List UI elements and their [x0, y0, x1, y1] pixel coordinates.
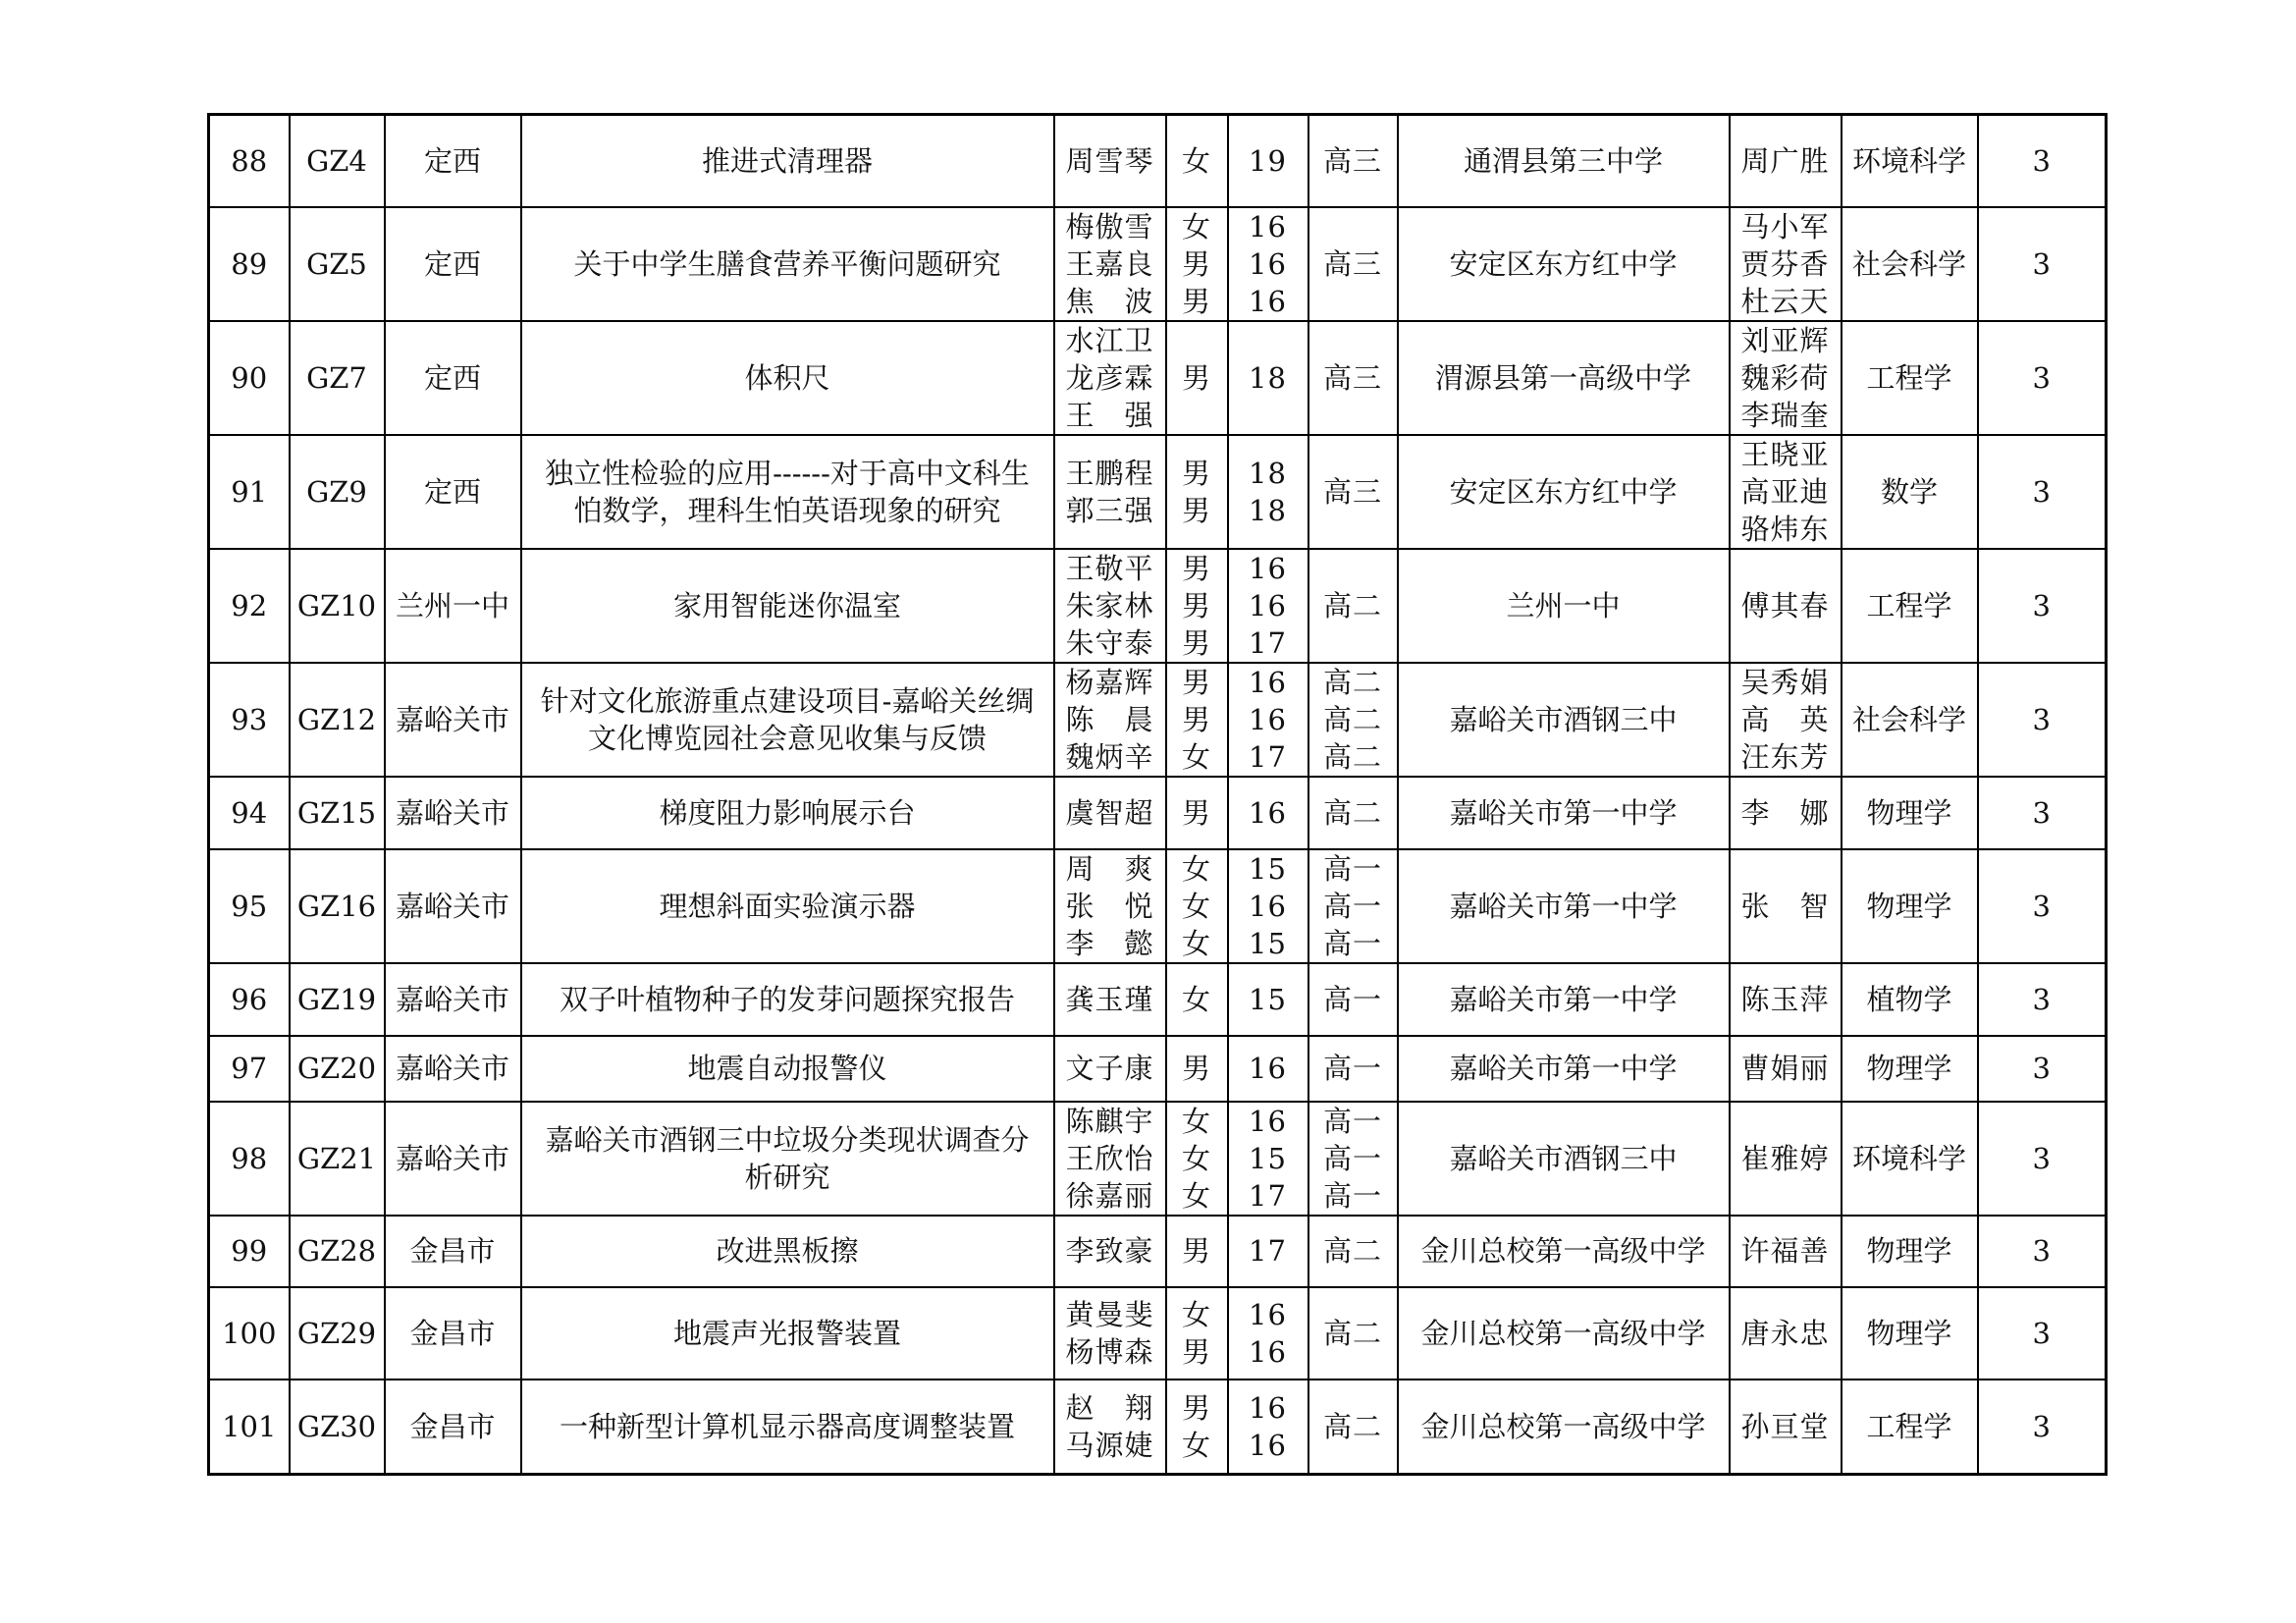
project-code-cell: GZ10	[290, 549, 385, 663]
school-name-cell: 安定区东方红中学	[1398, 207, 1730, 321]
student-gender-cell: 女 女 女	[1166, 1102, 1228, 1216]
student-names-cell: 周 爽 张 悦 李 懿	[1054, 849, 1166, 963]
student-gender-cell: 女	[1166, 115, 1228, 207]
student-grade-cell: 高二	[1308, 549, 1398, 663]
teacher-names-cell: 李 娜	[1730, 777, 1842, 849]
student-grade-cell: 高三	[1308, 321, 1398, 435]
student-gender-cell: 男 男 女	[1166, 663, 1228, 777]
score-cell: 3	[1978, 963, 2107, 1036]
school-name-cell: 通渭县第三中学	[1398, 115, 1730, 207]
student-gender-cell: 男	[1166, 321, 1228, 435]
student-gender-cell: 女 女 女	[1166, 849, 1228, 963]
row-number-cell: 101	[209, 1380, 290, 1475]
row-number-cell: 90	[209, 321, 290, 435]
student-grade-cell: 高二	[1308, 1216, 1398, 1287]
project-code-cell: GZ30	[290, 1380, 385, 1475]
school-name-cell: 兰州一中	[1398, 549, 1730, 663]
project-code-cell: GZ4	[290, 115, 385, 207]
student-gender-cell: 男 男	[1166, 435, 1228, 549]
student-gender-cell: 女	[1166, 963, 1228, 1036]
teacher-names-cell: 许福善	[1730, 1216, 1842, 1287]
subject-field-cell: 物理学	[1842, 1216, 1978, 1287]
region-cell: 金昌市	[385, 1216, 521, 1287]
teacher-names-cell: 马小军 贾芬香 杜云天	[1730, 207, 1842, 321]
student-grade-cell: 高一	[1308, 963, 1398, 1036]
region-cell: 嘉峪关市	[385, 663, 521, 777]
project-title-cell: 关于中学生膳食营养平衡问题研究	[521, 207, 1054, 321]
teacher-names-cell: 周广胜	[1730, 115, 1842, 207]
table-row	[209, 1287, 2107, 1380]
subject-field-cell: 物理学	[1842, 1036, 1978, 1102]
school-name-cell: 金川总校第一高级中学	[1398, 1287, 1730, 1380]
score-cell: 3	[1978, 1036, 2107, 1102]
region-cell: 嘉峪关市	[385, 777, 521, 849]
results-table	[207, 113, 2108, 1476]
score-cell: 3	[1978, 321, 2107, 435]
subject-field-cell: 物理学	[1842, 849, 1978, 963]
score-cell: 3	[1978, 207, 2107, 321]
student-age-cell: 18 18	[1228, 435, 1308, 549]
row-number-cell: 88	[209, 115, 290, 207]
school-name-cell: 嘉峪关市第一中学	[1398, 849, 1730, 963]
project-title-cell: 一种新型计算机显示器高度调整装置	[521, 1380, 1054, 1475]
student-names-cell: 文子康	[1054, 1036, 1166, 1102]
subject-field-cell: 工程学	[1842, 321, 1978, 435]
school-name-cell: 嘉峪关市酒钢三中	[1398, 1102, 1730, 1216]
region-cell: 金昌市	[385, 1287, 521, 1380]
score-cell: 3	[1978, 1216, 2107, 1287]
region-cell: 定西	[385, 321, 521, 435]
row-number-cell: 93	[209, 663, 290, 777]
student-age-cell: 18	[1228, 321, 1308, 435]
subject-field-cell: 数学	[1842, 435, 1978, 549]
student-names-cell: 赵 翔 马源婕	[1054, 1380, 1166, 1475]
project-title-cell: 推进式清理器	[521, 115, 1054, 207]
row-number-cell: 94	[209, 777, 290, 849]
project-code-cell: GZ12	[290, 663, 385, 777]
student-age-cell: 16 16	[1228, 1287, 1308, 1380]
student-age-cell: 16 16 17	[1228, 549, 1308, 663]
subject-field-cell: 社会科学	[1842, 207, 1978, 321]
subject-field-cell: 物理学	[1842, 777, 1978, 849]
project-title-cell: 嘉峪关市酒钢三中垃圾分类现状调查分析研究	[521, 1102, 1054, 1216]
row-number-cell: 89	[209, 207, 290, 321]
row-number-cell: 100	[209, 1287, 290, 1380]
project-title-cell: 地震声光报警装置	[521, 1287, 1054, 1380]
score-cell: 3	[1978, 549, 2107, 663]
teacher-names-cell: 孙亘堂	[1730, 1380, 1842, 1475]
teacher-names-cell: 张 智	[1730, 849, 1842, 963]
region-cell: 嘉峪关市	[385, 963, 521, 1036]
region-cell: 金昌市	[385, 1380, 521, 1475]
table-row	[209, 963, 2107, 1036]
project-code-cell: GZ21	[290, 1102, 385, 1216]
student-grade-cell: 高二 高二 高二	[1308, 663, 1398, 777]
school-name-cell: 安定区东方红中学	[1398, 435, 1730, 549]
student-names-cell: 王鹏程 郭三强	[1054, 435, 1166, 549]
student-grade-cell: 高一 高一 高一	[1308, 849, 1398, 963]
project-code-cell: GZ15	[290, 777, 385, 849]
project-title-cell: 家用智能迷你温室	[521, 549, 1054, 663]
student-gender-cell: 女 男 男	[1166, 207, 1228, 321]
subject-field-cell: 环境科学	[1842, 1102, 1978, 1216]
student-grade-cell: 高三	[1308, 115, 1398, 207]
region-cell: 定西	[385, 435, 521, 549]
teacher-names-cell: 刘亚辉 魏彩荷 李瑞奎	[1730, 321, 1842, 435]
region-cell: 嘉峪关市	[385, 849, 521, 963]
table-row	[209, 849, 2107, 963]
student-names-cell: 杨嘉辉 陈 晨 魏炳辛	[1054, 663, 1166, 777]
row-number-cell: 92	[209, 549, 290, 663]
subject-field-cell: 植物学	[1842, 963, 1978, 1036]
table-row	[209, 777, 2107, 849]
table-row	[209, 115, 2107, 207]
subject-field-cell: 物理学	[1842, 1287, 1978, 1380]
student-grade-cell: 高二	[1308, 1380, 1398, 1475]
project-code-cell: GZ29	[290, 1287, 385, 1380]
project-code-cell: GZ7	[290, 321, 385, 435]
student-age-cell: 19	[1228, 115, 1308, 207]
region-cell: 定西	[385, 207, 521, 321]
row-number-cell: 98	[209, 1102, 290, 1216]
student-age-cell: 16 16	[1228, 1380, 1308, 1475]
score-cell: 3	[1978, 1287, 2107, 1380]
project-title-cell: 改进黑板擦	[521, 1216, 1054, 1287]
student-age-cell: 16 16 16	[1228, 207, 1308, 321]
project-title-cell: 地震自动报警仪	[521, 1036, 1054, 1102]
student-age-cell: 15 16 15	[1228, 849, 1308, 963]
student-grade-cell: 高二	[1308, 1287, 1398, 1380]
project-title-cell: 梯度阻力影响展示台	[521, 777, 1054, 849]
student-grade-cell: 高一	[1308, 1036, 1398, 1102]
school-name-cell: 金川总校第一高级中学	[1398, 1380, 1730, 1475]
project-title-cell: 理想斜面实验演示器	[521, 849, 1054, 963]
student-grade-cell: 高三	[1308, 435, 1398, 549]
student-gender-cell: 男 男 男	[1166, 549, 1228, 663]
student-names-cell: 龚玉瑾	[1054, 963, 1166, 1036]
score-cell: 3	[1978, 435, 2107, 549]
student-age-cell: 17	[1228, 1216, 1308, 1287]
teacher-names-cell: 崔雅婷	[1730, 1102, 1842, 1216]
table-row	[209, 207, 2107, 321]
region-cell: 定西	[385, 115, 521, 207]
project-code-cell: GZ16	[290, 849, 385, 963]
row-number-cell: 97	[209, 1036, 290, 1102]
student-age-cell: 16	[1228, 1036, 1308, 1102]
table-row	[209, 1216, 2107, 1287]
project-title-cell: 独立性检验的应用------对于高中文科生怕数学，理科生怕英语现象的研究	[521, 435, 1054, 549]
region-cell: 嘉峪关市	[385, 1102, 521, 1216]
table-row	[209, 321, 2107, 435]
region-cell: 兰州一中	[385, 549, 521, 663]
student-names-cell: 周雪琴	[1054, 115, 1166, 207]
project-title-cell: 双子叶植物种子的发芽问题探究报告	[521, 963, 1054, 1036]
student-gender-cell: 女 男	[1166, 1287, 1228, 1380]
student-gender-cell: 男	[1166, 777, 1228, 849]
teacher-names-cell: 陈玉萍	[1730, 963, 1842, 1036]
table-row	[209, 549, 2107, 663]
project-code-cell: GZ19	[290, 963, 385, 1036]
student-grade-cell: 高一 高一 高一	[1308, 1102, 1398, 1216]
student-names-cell: 陈麒宇 王欣怡 徐嘉丽	[1054, 1102, 1166, 1216]
row-number-cell: 95	[209, 849, 290, 963]
student-grade-cell: 高三	[1308, 207, 1398, 321]
teacher-names-cell: 曹娟丽	[1730, 1036, 1842, 1102]
row-number-cell: 91	[209, 435, 290, 549]
subject-field-cell: 工程学	[1842, 549, 1978, 663]
subject-field-cell: 工程学	[1842, 1380, 1978, 1475]
score-cell: 3	[1978, 115, 2107, 207]
score-cell: 3	[1978, 1380, 2107, 1475]
student-names-cell: 黄曼斐 杨博森	[1054, 1287, 1166, 1380]
student-gender-cell: 男	[1166, 1036, 1228, 1102]
student-names-cell: 梅傲雪 王嘉良 焦 波	[1054, 207, 1166, 321]
table-row	[209, 663, 2107, 777]
student-grade-cell: 高二	[1308, 777, 1398, 849]
score-cell: 3	[1978, 1102, 2107, 1216]
table-row	[209, 1102, 2107, 1216]
school-name-cell: 金川总校第一高级中学	[1398, 1216, 1730, 1287]
teacher-names-cell: 吴秀娟 高 英 汪东芳	[1730, 663, 1842, 777]
student-names-cell: 虞智超	[1054, 777, 1166, 849]
student-age-cell: 16 15 17	[1228, 1102, 1308, 1216]
student-age-cell: 16	[1228, 777, 1308, 849]
teacher-names-cell: 唐永忠	[1730, 1287, 1842, 1380]
row-number-cell: 99	[209, 1216, 290, 1287]
score-cell: 3	[1978, 849, 2107, 963]
student-names-cell: 水江卫 龙彦霖 王 强	[1054, 321, 1166, 435]
project-code-cell: GZ28	[290, 1216, 385, 1287]
student-names-cell: 李致豪	[1054, 1216, 1166, 1287]
school-name-cell: 嘉峪关市第一中学	[1398, 1036, 1730, 1102]
school-name-cell: 嘉峪关市第一中学	[1398, 777, 1730, 849]
student-age-cell: 15	[1228, 963, 1308, 1036]
school-name-cell: 嘉峪关市第一中学	[1398, 963, 1730, 1036]
teacher-names-cell: 王晓亚 高亚迪 骆炜东	[1730, 435, 1842, 549]
score-cell: 3	[1978, 663, 2107, 777]
table-body	[209, 115, 2107, 1475]
student-gender-cell: 男 女	[1166, 1380, 1228, 1475]
student-age-cell: 16 16 17	[1228, 663, 1308, 777]
subject-field-cell: 环境科学	[1842, 115, 1978, 207]
school-name-cell: 嘉峪关市酒钢三中	[1398, 663, 1730, 777]
teacher-names-cell: 傅其春	[1730, 549, 1842, 663]
subject-field-cell: 社会科学	[1842, 663, 1978, 777]
student-gender-cell: 男	[1166, 1216, 1228, 1287]
project-title-cell: 针对文化旅游重点建设项目-嘉峪关丝绸文化博览园社会意见收集与反馈	[521, 663, 1054, 777]
row-number-cell: 96	[209, 963, 290, 1036]
project-code-cell: GZ20	[290, 1036, 385, 1102]
region-cell: 嘉峪关市	[385, 1036, 521, 1102]
table-row	[209, 1380, 2107, 1475]
project-title-cell: 体积尺	[521, 321, 1054, 435]
school-name-cell: 渭源县第一高级中学	[1398, 321, 1730, 435]
score-cell: 3	[1978, 777, 2107, 849]
project-code-cell: GZ9	[290, 435, 385, 549]
project-code-cell: GZ5	[290, 207, 385, 321]
student-names-cell: 王敬平 朱家林 朱守泰	[1054, 549, 1166, 663]
table-row	[209, 1036, 2107, 1102]
table-row	[209, 435, 2107, 549]
